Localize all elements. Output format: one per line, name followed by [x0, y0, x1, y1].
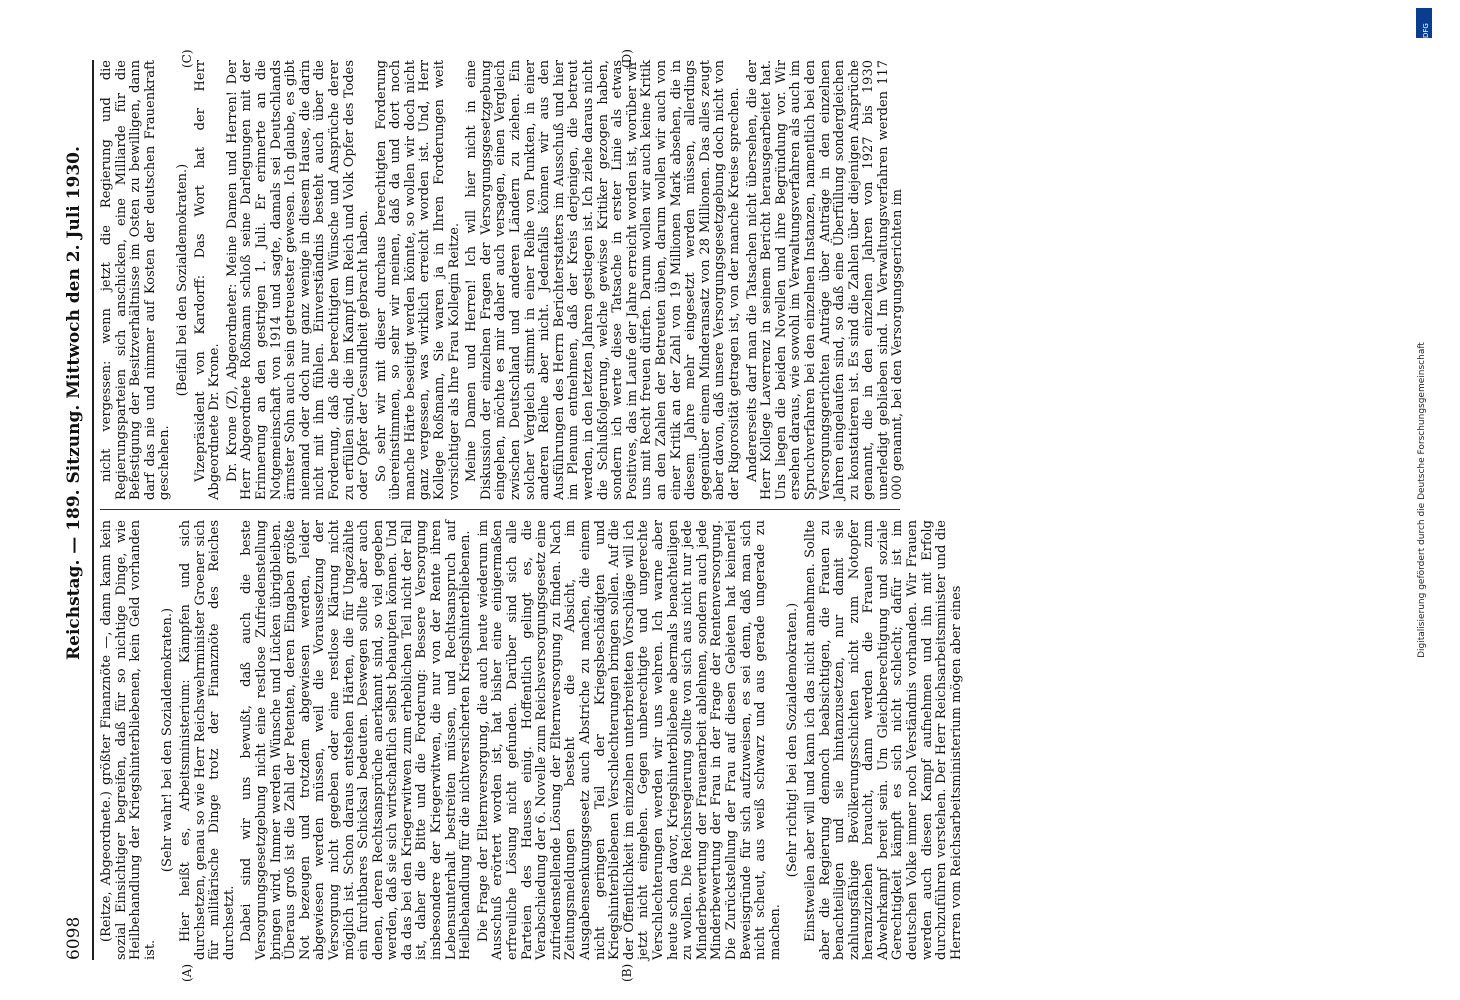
- paragraph: Einstweilen aber will und kann ich das nicht annehmen. Sollte aber die Regierung dennoch beabsichtigen, die Frauen zu benachteiligen und sie hintanzusetzen, nur damit sie zahlungsfähige Bevölkerungsschichten nicht zum Notopfer heranzuziehen braucht, dann werden die Frauen zum Abwehrkampf bereit sein. Um Gleichberechtigung und soziale Gerechtigkeit kämpft es sich nicht schlecht; dafür ist im deutschen Volke immer noch Verständnis vorhanden. Wir Frauen werden auch diesen Kampf aufnehmen und ihn mit Erfolg durchzuführen verstehen. Der Herr Reichsarbeitsminister und die Herren vom Reichsarbeitsministerium mögen aber eines: [802, 520, 964, 960]
- dfg-logo-text: DFG: [1422, 23, 1430, 38]
- column-divider: [100, 509, 900, 510]
- rotated-page: [60, 49, 1460, 982]
- paragraph: Vizepräsident von Kardorff: Das Wort hat der Herr Abgeordnete Dr. Krone.: [192, 60, 223, 500]
- interjection: (Beifall bei den Sozialdemokraten.): [174, 163, 190, 397]
- page-title: Reichstag. — 189. Sitzung. Mittwoch den 2. Juli 1930.: [64, 146, 84, 660]
- paragraph: Hier heißt es, Arbeitsministerium: Kämpfen und sich durchsetzen, genau so wie Herr Reichswehrminister Groener sich für militärische Dinge trotz der Finanznöte des Reiches durchsetzt.: [177, 520, 237, 960]
- paragraph: Andererseits darf man die Tatsachen nicht übersehen, die der Herr Kollege Laverrenz in seinem Bericht herausgearbeitet hat. Uns liegen die beiden Novellen und ihre Begründung vor. Wir ersehen daraus, wie sowohl im Verwaltungsverfahren als auch im Spruchverfahren bei den einzelnen Instanzen, namentlich bei den Versorgungsgerichten Anträge über Anträge in den einzelnen Jahren eingelaufen sind, so daß eine Überfüllung sondergleichen zu konstatieren ist. Es sind die Zahlen über diejenigen Ansprüche genannt, die in den einzelnen Jahren von 1927 bis 1930 unerledigt geblieben sind. Im Verwaltungsverfahren werden 117 000 genannt, bei den Versorgungsgerichten im: [744, 60, 906, 500]
- paragraph: Die Frage der Elternversorgung, die auch heute wiederum im Ausschuß erörtert worden ist, hat bisher eine einigermaßen erfreuliche Lösung nicht gefunden. Darüber sind sich alle Parteien des Hauses einig. Hoffentlich gelingt es, die Verabschiedung der 6. Novelle zum Reichsversorgungsgesetz eine zufriedenstellende Lösung der Elternversorgung zu finden. Nach Zeitungsmeldungen besteht die Absicht, im Ausgabensenkungsgesetz auch Abstriche zu machen, die einem nicht geringen Teil der Kriegsbeschädigten und Kriegshinterbliebenen Verschlechterungen bringen sollen. Auf die der Öffentlichkeit im einzelnen unterbreiteten Vorschläge will ich jetzt nicht eingehen. Gegen unberechtigte und ungerechte Verschlechterungen werden wir uns wehren. Ich warne aber heute schon davor, Kriegshinterbliebene abermals benachteiligen zu wollen. Die Reichsregierung sollte von sich aus nicht nur jede Minderbewertung der Frauenarbeit ablehnen, sondern auch jede Minderbewertung der Frau in der Frage der Rentenversorgung. Die Zurückstellung der Frau auf diesen Gebieten hat keinerlei Beweisgründe für sich aufzuweisen, es sei denn, daß man sich nicht scheut, aus weiß schwarz und aus gerade ungerade zu machen.: [475, 520, 783, 960]
- interjection: (Sehr richtig! bei den Sozialdemokraten.): [785, 602, 801, 878]
- paragraph: (Reitze, Abgeordnete.) größter Finanznöte —, dann kann kein sozial Einsichtiger begreifen, daß für so nichtige Dinge, wie Heilbehandlung der Kriegshinterbliebenen, kein Geld vorhanden ist.: [99, 520, 158, 960]
- paragraph: Meine Damen und Herren! Ich will hier nicht in eine Diskussion der einzelnen Fragen der Versorgungsgesetzgebung eingehen, möchte es mir daher auch versagen, einen Vergleich zwischen Deutschland und anderen Ländern zu ziehen. Ein solcher Vergleich stimmt in einer Reihe von Punkten, in einer anderen Reihe aber nicht. Jedenfalls können wir aus den Ausführungen des Herrn Berichterstatters im Ausschuß und hier im Plenum entnehmen, daß der Kreis derjenigen, die betreut werden, in den letzten Jahren gestiegen ist. Ich ziehe daraus nicht die Schlußfolgerung, welche gewisse Kritiker gezogen haben, sondern ich werte diese Tatsache in erster Linie als etwas Positives, das im Laufe der Jahre erreicht worden ist, worüber wir uns mit Recht freuen dürfen. Darum wollen wir auch keine Kritik an den Zahlen der Betreuten üben, darum wollen wir auch von einer Kritik an der Zahl von 19 Millionen Mark absehen, die in diesem Jahre mehr eingesetzt werden müssen, allerdings gegenüber einem Minderansatz von 28 Millionen. Das alles zeugt aber davon, daß unsere Versorgungsgesetzgebung doch nicht von der Rigorosität getragen ist, von der manche Kreise sprechen.: [464, 60, 742, 500]
- credit-text: Digitalisierung gefördert durch die Deutsche Forschungsgemeinschaft: [1417, 342, 1427, 658]
- dfg-logo: [1416, 8, 1432, 38]
- paragraph: So sehr wir mit dieser durchaus berechtigten Forderung übereinstimmen, so sehr wir meinen, daß da und dort noch manche Härte beseitigt werden könnte, so wollen wir doch nicht ganz vergessen, was wirklich erreicht worden ist. Und, Herr Kollege Roßmann, Sie waren ja in Ihren Forderungen weit vorsichtiger als Ihre Frau Kollegin Reitze.: [373, 60, 462, 500]
- text-column-left: [99, 520, 964, 960]
- margin-marker-a: (A): [180, 963, 194, 982]
- margin-marker-d: (D): [620, 49, 634, 68]
- paragraph: Dabei sind wir uns bewußt, daß auch die beste Versorgungsgesetzgebung nicht eine restlose Zufriedenstellung bringen wird. Immer werden Wünsche und Lücken übrigbleiben. Überaus groß ist die Zahl der Petenten, deren Eingaben größte Not bezeugen und trotzdem abgewiesen werden, leider abgewiesen werden müssen, weil die Voraussetzung der Versorgung nicht gegeben oder eine restlose Klärung nicht möglich ist. Schon daraus entstehen Härten, die für Ungezählte ein furchtbares Schicksal bedeuten. Deswegen sollte aber auch denen, deren Rechtsansprüche anerkannt sind, so viel gegeben werden, daß sie sich wirtschaftlich selbst behaupten können. Und da das bei den Kriegerwitwen zum erheblichen Teil nicht der Fall ist, daher die Bitte und die Forderung: Bessere Versorgung insbesondere der Kriegerwitwen, die nur von der Rente ihren Lebensunterhalt bestreiten müssen, und Rechtsanspruch auf Heilbehandlung für die nichtversicherten Kriegshinterbliebenen.: [239, 520, 474, 960]
- page-header: [60, 60, 90, 960]
- paragraph: nicht vergessen: wenn jetzt die Regierung und die Regierungsparteien sich anschicken, eine Milliarde für die Befestigung der Besitzverhältnisse im Osten zu bewilligen, dann darf das nie und nimmer auf Kosten der deutschen Frauenkraft geschehen.: [99, 60, 173, 500]
- header-rule: [92, 60, 94, 960]
- margin-marker-b: (B): [620, 963, 634, 982]
- text-column-right: [99, 60, 906, 500]
- paragraph: Dr. Krone (Z), Abgeordneter: Meine Damen und Herren! Der Herr Abgeordnete Roßmann schloß seine Darlegungen mit der Erinnerung an den gestrigen 1. Juli. Er erinnerte an die Notgemeinschaft von 1914 und sagte, damals sei Deutschlands ärmster Sohn auch sein getreuester gewesen. Ich glaube, es gibt niemand oder doch nur ganz wenige in diesem Hause, die darin nicht mit ihm fühlen. Einverständnis besteht auch über die Forderung, daß die berechtigten Wünsche und Ansprüche derer zu erfüllen sind, die im Kampf um Reich und Volk Opfer des Todes oder Opfer der Gesundheit gebracht haben.: [224, 60, 372, 500]
- margin-marker-c: (C): [180, 49, 194, 68]
- digitization-credit: [1414, 10, 1430, 990]
- page-number: 6098: [64, 916, 84, 960]
- interjection: (Sehr wahr! bei den Sozialdemokraten.): [160, 607, 176, 873]
